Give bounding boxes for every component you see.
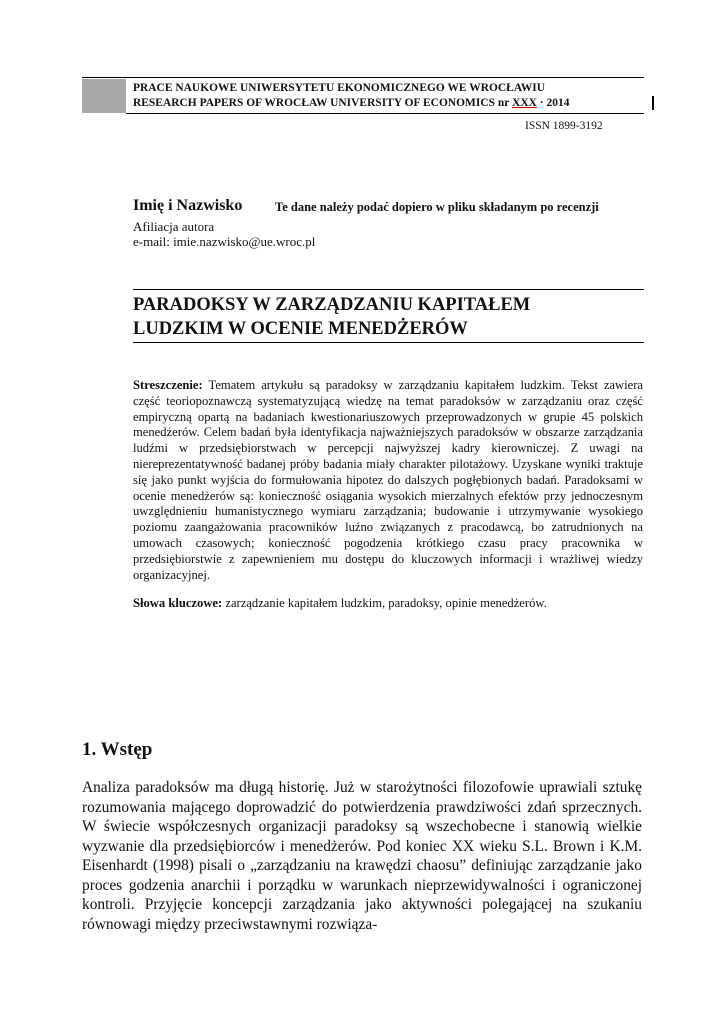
text-cursor-bar — [652, 96, 654, 110]
title-bottom-rule — [133, 342, 644, 343]
issue-year: 2014 — [546, 97, 570, 109]
author-affiliation: Afiliacja autora — [133, 219, 215, 234]
section-body: Analiza paradoksów ma długą historię. Już w starożytności filozofowie uprawiali sztukę rozumowania mającego doprowadzić do potwierdzenia prawdziwości zdań sprzecznych. W świecie współczesnych organizacji paradoksy są wszechobecne i stanowią wielkie wyzwanie dla przedsiębiorców i menedżerów. Pod koniec XX wieku S.L. Brown i K.M. Eisenhardt (1998) pisali o „zarządzaniu na krawędzi chaosu” definiując zarządzanie jako proces godzenia anarchii i porządku w warunkach nieprzewidywalności i ograniczonej kontroli. Przyjęcie koncepcji zarządzania jako aktywności polegającej na szukaniu równowagi między przeciwstawnymi rozwiąza- — [82, 779, 642, 933]
journal-name-english-text: RESEARCH PAPERS OF WROCŁAW UNIVERSITY OF ECONOMICS nr — [133, 97, 513, 109]
author-email: e-mail: imie.nazwisko@ue.wroc.pl — [133, 234, 316, 249]
keywords-text: zarządzanie kapitałem ludzkim, paradoksy, opinie menedżerów. — [222, 596, 547, 610]
paper-title-line2: LUDZKIM W OCENIE MENEDŻERÓW — [133, 319, 468, 339]
paper-title-line1: PARADOKSY W ZARZĄDZANIU KAPITAŁEM — [133, 295, 531, 315]
header-grey-box — [82, 79, 126, 113]
keywords-label: Słowa kluczowe: — [133, 596, 223, 610]
paper-title — [133, 293, 644, 341]
abstract — [133, 378, 643, 583]
abstract-text: Tematem artykułu są paradoksy w zarządzaniu kapitałem ludzkim. Tekst zawiera część teoriopoznawczą systematyzującą wiedzę na temat paradoksów w zarządzaniu oraz część empiryczną opartą na badaniach kwestionariuszowych przeprowadzonych w grupie 45 polskich menedżerów. Celem badań była identyfikacja najważniejszych paradoksów w obszarze zarządzania ludźmi w przedsiębiorstwach w percepcji najwyższej kadry kierowniczej. Z uwagi na niereprezentatywność badanej próby badania miały charakter pilotażowy. Uzyskane wyniki traktuje się jako punkt wyjścia do formułowania hipotez do dalszych pogłębionych badań. Paradoksami w ocenie menedżerów są: konieczność osiągania wysokich mierzalnych efektów przy jednoczesnym uwzględnieniu humanistycznego wymiaru zarządzania; budowanie i utrzymywanie wysokiego poziomu zaangażowania pracowników luźno związanych z pracodawcą, bo zatrudnionych na umowach czasowych; konieczność pogodzenia krótkiego czasu pracy pracownika w przedsiębiorstwie z zapewnieniem mu dostępu do kluczowych informacji i wrażliwej wiedzy organizacyjnej. — [133, 378, 643, 582]
keywords — [133, 595, 643, 611]
header-bottom-rule — [126, 113, 644, 114]
author-name: Imię i Nazwisko — [133, 197, 243, 214]
section-heading: 1. Wstęp — [82, 739, 153, 760]
journal-name-english — [133, 97, 570, 109]
issue-separator: · — [536, 97, 547, 109]
journal-name-polish: PRACE NAUKOWE UNIWERSYTETU EKONOMICZNEGO WE WROCŁAWIU — [133, 82, 546, 94]
header-top-rule — [82, 77, 644, 78]
issue-number: XXX — [512, 97, 537, 109]
author-note: Te dane należy podać dopiero w pliku składanym po recenzji — [275, 200, 599, 214]
abstract-label: Streszczenie: — [133, 378, 203, 392]
title-top-rule — [133, 289, 644, 290]
issn: ISSN 1899-3192 — [525, 120, 603, 132]
